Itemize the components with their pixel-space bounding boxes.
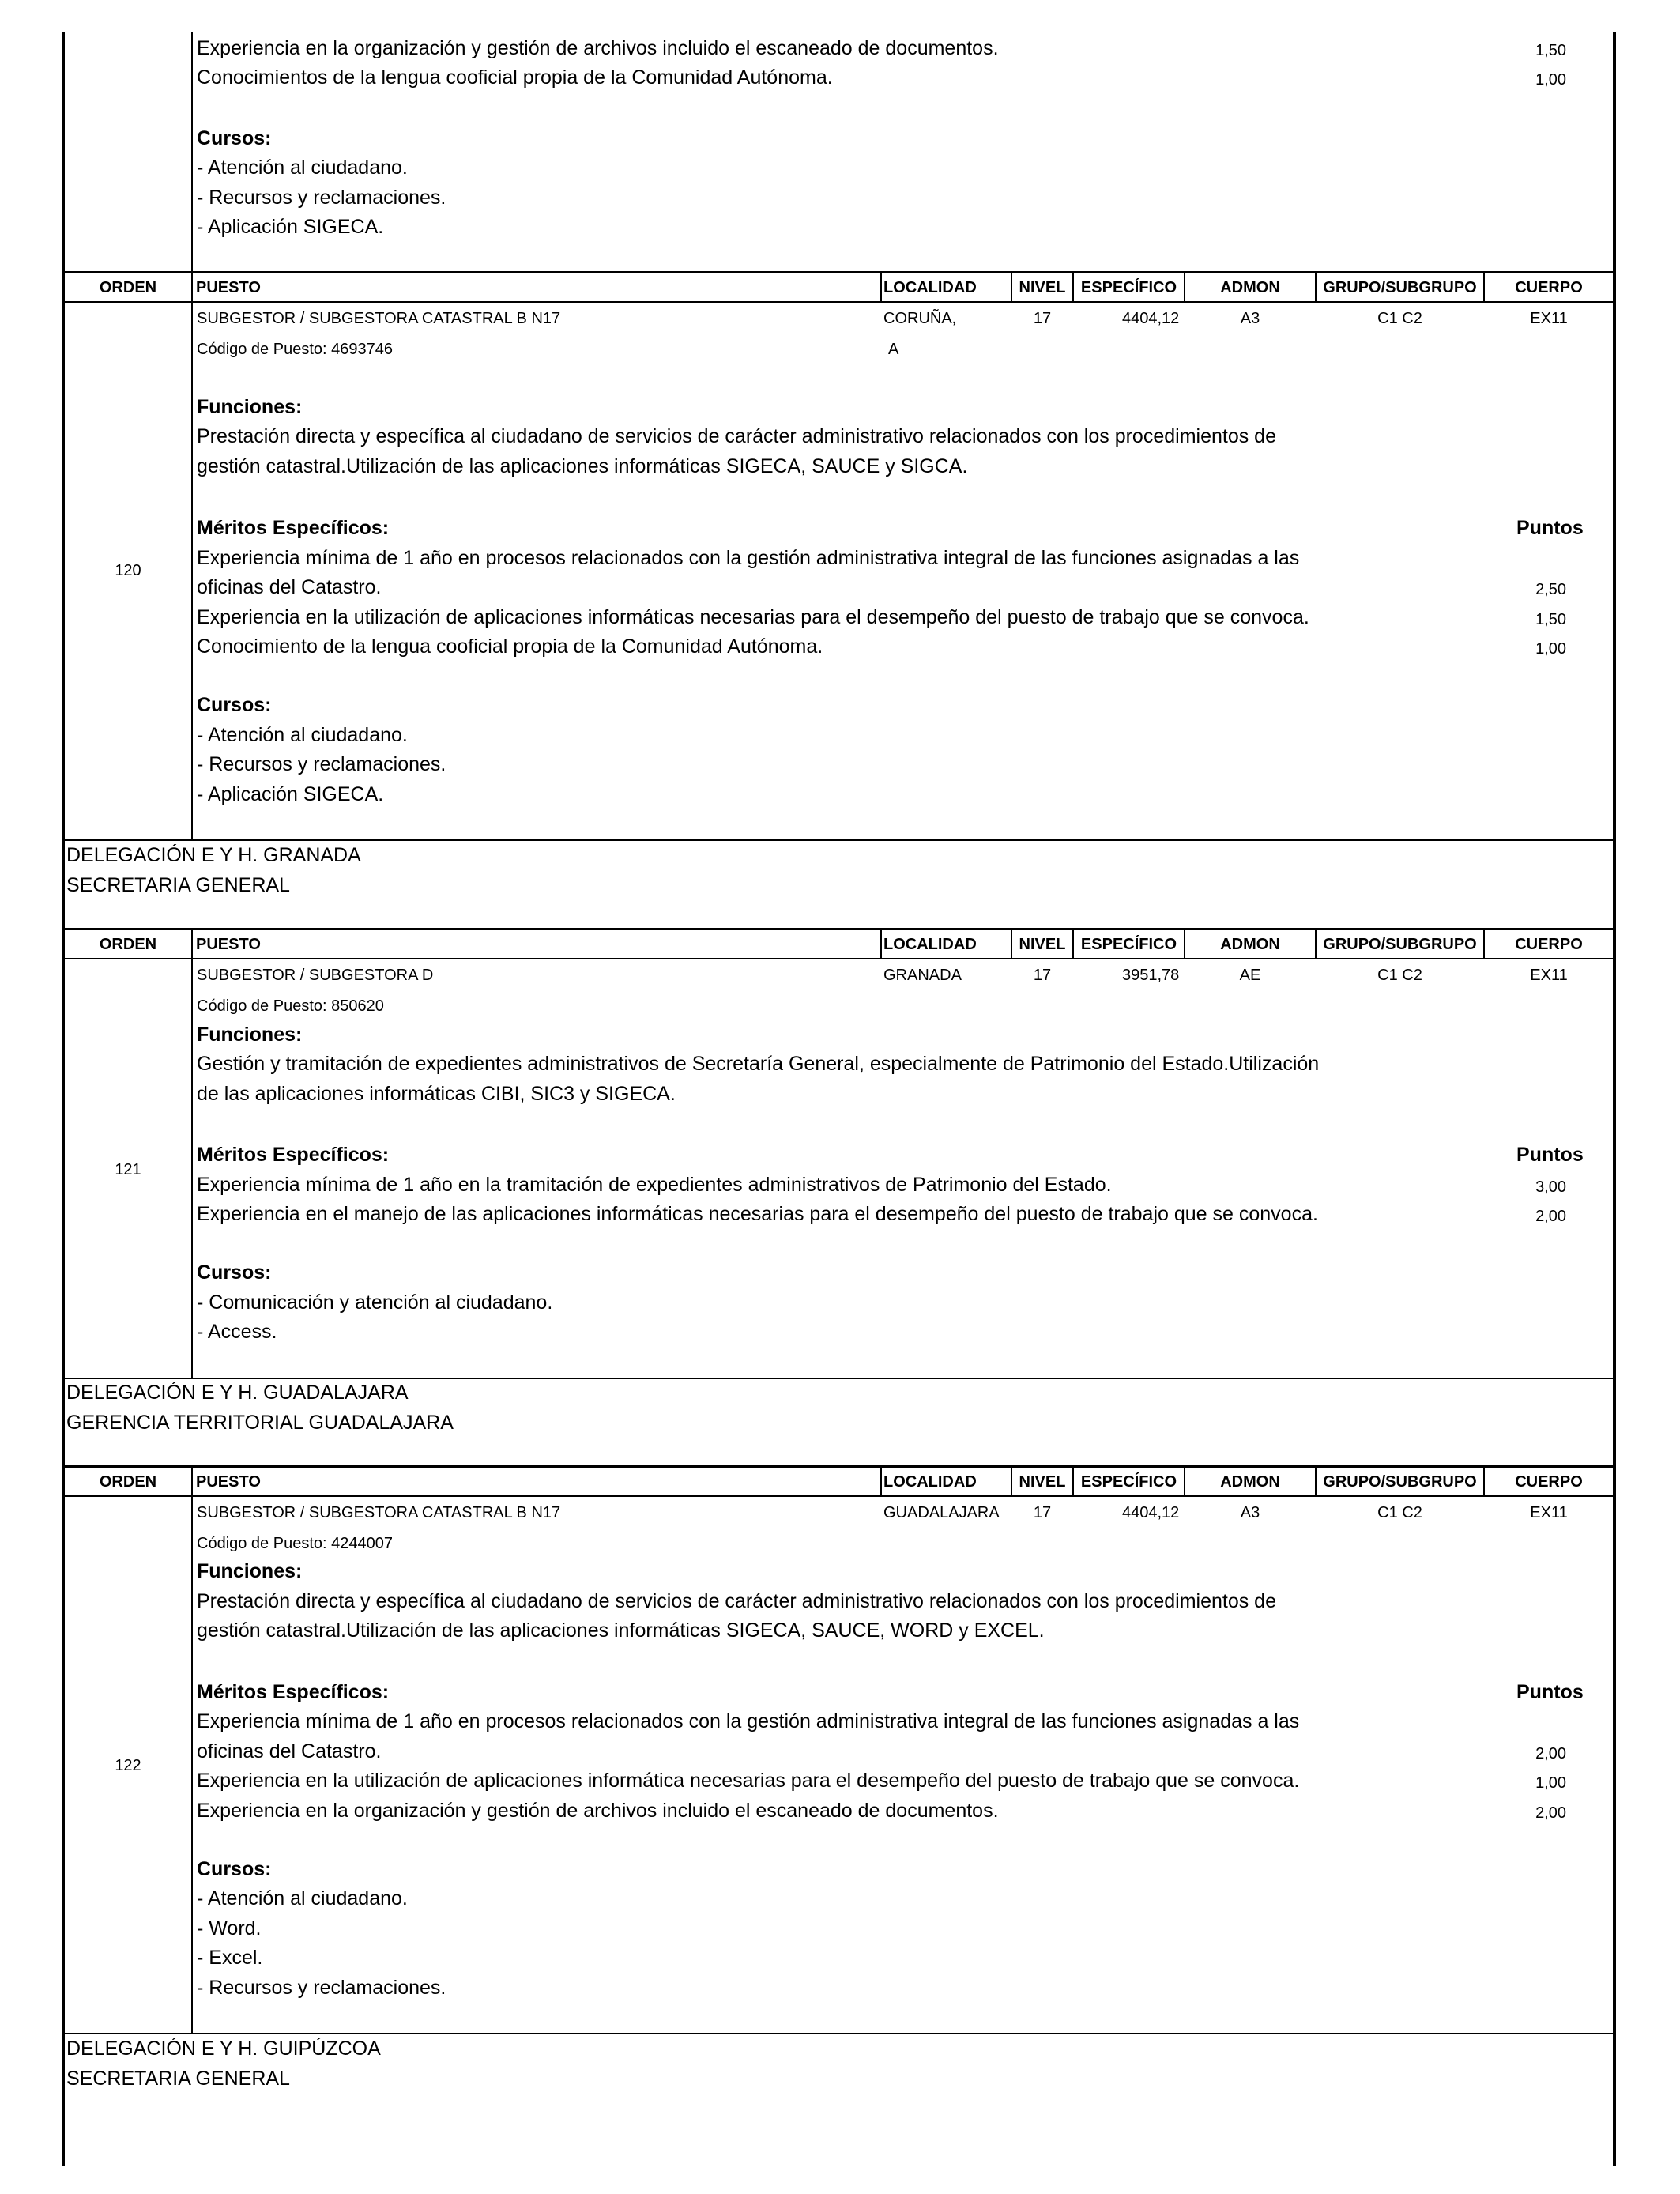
localidad: GRANADA [883, 967, 962, 984]
header-nivel: NIVEL [1019, 279, 1066, 296]
orden-divider [191, 32, 193, 273]
merit-line: Experiencia mínima de 1 año en procesos relacionados con la gestión administrativa integral de las funciones asignadas a las [197, 547, 1300, 569]
puntos-label: Puntos [1516, 517, 1584, 539]
nivel: 17 [1033, 1504, 1052, 1521]
header-especifico: ESPECÍFICO [1080, 279, 1177, 296]
header-orden: ORDEN [99, 1473, 157, 1491]
funciones-line: gestión catastral.Utilización de las aplicaciones informáticas SIGECA, SAUCE, WORD y EXCEL. [197, 1619, 1045, 1642]
cuerpo: EX11 [1530, 310, 1568, 327]
delegacion-name: DELEGACIÓN E Y H. GRANADA [66, 844, 361, 866]
col-divider [191, 928, 193, 1379]
curso-item: - Aplicación SIGECA. [197, 216, 384, 238]
admon: A3 [1240, 1504, 1260, 1521]
especifico: 4404,12 [1122, 1504, 1180, 1521]
puesto-code: Código de Puesto: 4244007 [197, 1535, 393, 1552]
header-cuerpo: CUERPO [1515, 279, 1583, 296]
header-localidad: LOCALIDAD [883, 1473, 977, 1491]
puesto-code: Código de Puesto: 850620 [197, 997, 384, 1015]
table-header-bottom-line [62, 301, 1616, 303]
orden-number: 120 [115, 562, 141, 579]
merit-line: Experiencia en la organización y gestión de archivos incluido el escaneado de documentos. [197, 37, 999, 59]
header-localidad: LOCALIDAD [883, 279, 977, 296]
puesto-title: SUBGESTOR / SUBGESTORA D [197, 967, 434, 984]
curso-item: - Atención al ciudadano. [197, 724, 408, 746]
puntos-label: Puntos [1516, 1144, 1584, 1166]
merit-line: Experiencia mínima de 1 año en procesos relacionados con la gestión administrativa integral de las funciones asignadas a las [197, 1710, 1300, 1732]
funciones-line: Prestación directa y específica al ciudadano de servicios de carácter administrativo relacionados con los procedimientos de [197, 1590, 1276, 1612]
curso-item: - Atención al ciudadano. [197, 156, 408, 179]
col-divider [880, 271, 882, 303]
puesto-code: Código de Puesto: 4693746 [197, 341, 393, 358]
merit-points: 1,00 [1535, 71, 1566, 89]
header-especifico: ESPECÍFICO [1080, 936, 1177, 953]
merit-points: 3,00 [1535, 1178, 1566, 1196]
cuerpo: EX11 [1530, 967, 1568, 984]
funciones-label: Funciones: [197, 1560, 303, 1582]
meritos-label: Méritos Específicos: [197, 517, 390, 539]
table-header-bottom-line [62, 958, 1616, 959]
delegacion-name: DELEGACIÓN E Y H. GUIPÚZCOA [66, 2038, 381, 2060]
orden-number: 122 [115, 1757, 141, 1774]
merit-points: 1,00 [1535, 640, 1566, 658]
merit-line: Experiencia en la utilización de aplicaciones informáticas necesarias para el desempeño del puesto de trabajo que se convoca. [197, 606, 1309, 628]
merit-points: 2,00 [1535, 1745, 1566, 1762]
curso-item: - Comunicación y atención al ciudadano. [197, 1291, 553, 1314]
unidad-name: SECRETARIA GENERAL [66, 874, 290, 896]
puntos-label: Puntos [1516, 1681, 1584, 1703]
header-admon: ADMON [1220, 936, 1280, 953]
cursos-label: Cursos: [197, 127, 272, 149]
header-puesto: PUESTO [196, 1473, 261, 1491]
unidad-name: SECRETARIA GENERAL [66, 2068, 290, 2090]
puesto-title: SUBGESTOR / SUBGESTORA CATASTRAL B N17 [197, 310, 561, 327]
cursos-label: Cursos: [197, 694, 272, 716]
right-border [1613, 32, 1616, 2166]
header-admon: ADMON [1220, 279, 1280, 296]
entry-bottom-line [62, 839, 1616, 841]
nivel: 17 [1033, 310, 1052, 327]
curso-item: - Excel. [197, 1947, 263, 1969]
merit-points: 1,50 [1535, 42, 1566, 59]
header-grupo: GRUPO/SUBGRUPO [1323, 936, 1477, 953]
merit-points: 1,50 [1535, 611, 1566, 628]
table-header-top-line [62, 1465, 1616, 1468]
orden-number: 121 [115, 1161, 141, 1178]
merit-line: Experiencia en la organización y gestión de archivos incluido el escaneado de documentos. [197, 1800, 999, 1822]
table-header-top-line [62, 271, 1616, 273]
curso-item: - Recursos y reclamaciones. [197, 753, 446, 775]
entry-bottom-line [62, 1378, 1616, 1379]
merit-line: oficinas del Catastro. [197, 576, 382, 598]
admon: AE [1239, 967, 1261, 984]
puesto-title: SUBGESTOR / SUBGESTORA CATASTRAL B N17 [197, 1504, 561, 1521]
header-especifico: ESPECÍFICO [1080, 1473, 1177, 1491]
especifico: 3951,78 [1122, 967, 1180, 984]
funciones-label: Funciones: [197, 1023, 303, 1046]
merit-line: Experiencia mínima de 1 año en la tramitación de expedientes administrativos de Patrimonio del Estado. [197, 1174, 1112, 1196]
table-header-top-line [62, 928, 1616, 930]
curso-item: - Recursos y reclamaciones. [197, 1977, 446, 1999]
header-cuerpo: CUERPO [1515, 936, 1583, 953]
col-divider [191, 1465, 193, 2034]
grupo: C1 C2 [1377, 967, 1422, 984]
entry-bottom-line [62, 2033, 1616, 2034]
funciones-line: de las aplicaciones informáticas CIBI, SIC3 y SIGECA. [197, 1083, 676, 1105]
merit-line: oficinas del Catastro. [197, 1740, 382, 1762]
table-header-bottom-line [62, 1495, 1616, 1497]
especifico: 4404,12 [1122, 310, 1180, 327]
curso-item: - Recursos y reclamaciones. [197, 187, 446, 209]
header-localidad: LOCALIDAD [883, 936, 977, 953]
unidad-name: GERENCIA TERRITORIAL GUADALAJARA [66, 1412, 454, 1434]
header-grupo: GRUPO/SUBGRUPO [1323, 279, 1477, 296]
curso-item: - Aplicación SIGECA. [197, 783, 384, 805]
col-divider [880, 928, 882, 959]
meritos-label: Méritos Específicos: [197, 1144, 390, 1166]
nivel: 17 [1033, 967, 1052, 984]
header-admon: ADMON [1220, 1473, 1280, 1491]
header-orden: ORDEN [99, 936, 157, 953]
curso-item: - Access. [197, 1321, 277, 1343]
col-divider [191, 271, 193, 841]
grupo: C1 C2 [1377, 310, 1422, 327]
merit-points: 1,00 [1535, 1774, 1566, 1792]
merit-line: Experiencia en la utilización de aplicaciones informática necesarias para el desempeño del puesto de trabajo que se convoca. [197, 1770, 1300, 1792]
curso-item: - Word. [197, 1917, 262, 1940]
funciones-line: Gestión y tramitación de expedientes administrativos de Secretaría General, especialmente de Patrimonio del Estado.Utilización [197, 1053, 1320, 1075]
admon: A3 [1240, 310, 1260, 327]
header-grupo: GRUPO/SUBGRUPO [1323, 1473, 1477, 1491]
header-puesto: PUESTO [196, 936, 261, 953]
grupo: C1 C2 [1377, 1504, 1422, 1521]
col-divider [880, 1465, 882, 1497]
localidad: CORUÑA, [883, 310, 957, 327]
merit-points: 2,00 [1535, 1804, 1566, 1822]
left-border [62, 32, 65, 2166]
header-puesto: PUESTO [196, 279, 261, 296]
funciones-label: Funciones: [197, 396, 303, 418]
delegacion-name: DELEGACIÓN E Y H. GUADALAJARA [66, 1382, 409, 1404]
funciones-line: gestión catastral.Utilización de las aplicaciones informáticas SIGECA, SAUCE y SIGCA. [197, 455, 968, 477]
header-nivel: NIVEL [1019, 1473, 1066, 1491]
funciones-line: Prestación directa y específica al ciudadano de servicios de carácter administrativo relacionados con los procedimientos de [197, 425, 1276, 447]
meritos-label: Méritos Específicos: [197, 1681, 390, 1703]
cuerpo: EX11 [1530, 1504, 1568, 1521]
localidad-cont: A [888, 341, 899, 358]
merit-points: 2,00 [1535, 1208, 1566, 1225]
header-nivel: NIVEL [1019, 936, 1066, 953]
merit-line: Conocimientos de la lengua cooficial propia de la Comunidad Autónoma. [197, 66, 833, 89]
curso-item: - Atención al ciudadano. [197, 1887, 408, 1909]
cursos-label: Cursos: [197, 1858, 272, 1880]
header-cuerpo: CUERPO [1515, 1473, 1583, 1491]
merit-line: Conocimiento de la lengua cooficial propia de la Comunidad Autónoma. [197, 635, 823, 658]
cursos-label: Cursos: [197, 1261, 272, 1284]
merit-line: Experiencia en el manejo de las aplicaciones informáticas necesarias para el desempeño del puesto de trabajo que se convoca. [197, 1203, 1318, 1225]
localidad: GUADALAJARA [883, 1504, 1000, 1521]
merit-points: 2,50 [1535, 581, 1566, 598]
header-orden: ORDEN [99, 279, 157, 296]
